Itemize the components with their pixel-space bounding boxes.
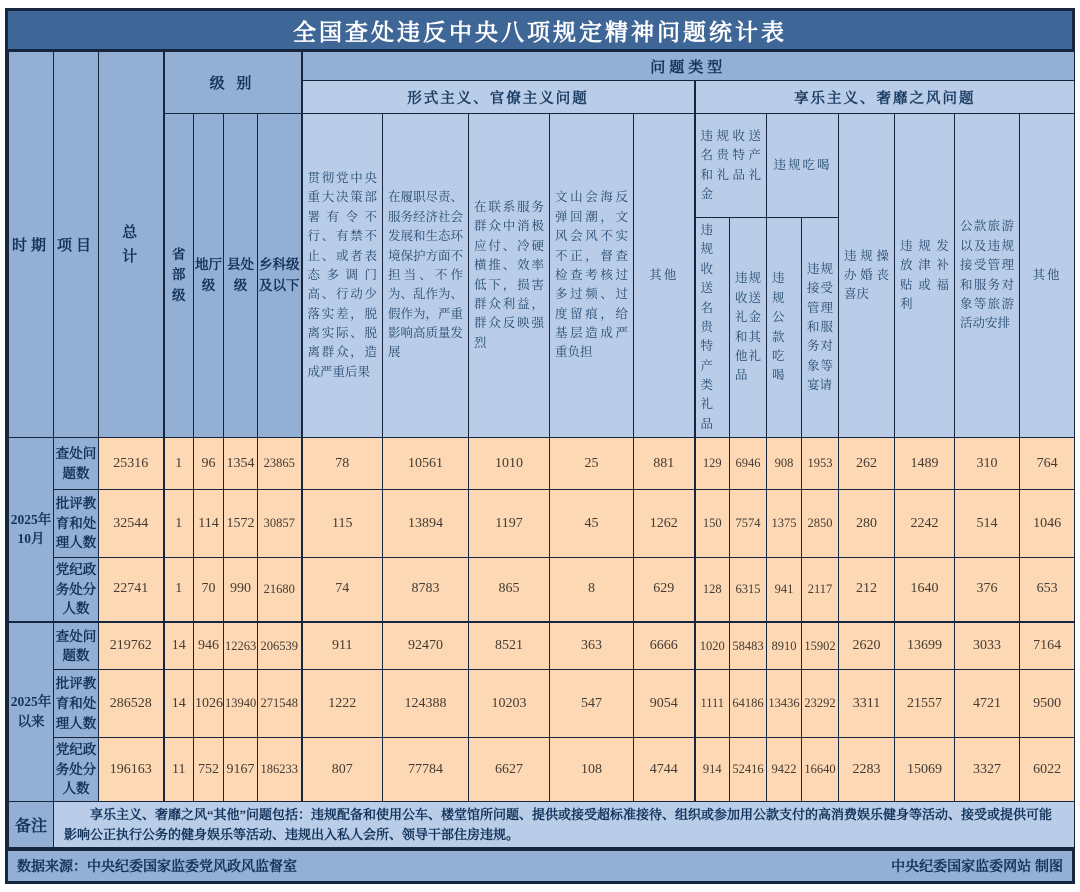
value-cell: 764 <box>1020 438 1075 490</box>
level-col-header: 乡科级及以下 <box>258 114 302 438</box>
period-label: 2025年10月 <box>9 438 54 622</box>
row-label: 批评教育和处理人数 <box>54 670 99 738</box>
col-group-problem-type: 问题类型 <box>302 52 1075 81</box>
value-cell: 23865 <box>258 438 302 490</box>
row-label: 党纪政务处分人数 <box>54 738 99 802</box>
page-title: 全国查处违反中央八项规定精神问题统计表 <box>8 11 1072 51</box>
value-cell: 1026 <box>194 670 224 738</box>
period-label: 2025年以来 <box>9 622 54 802</box>
value-cell: 9167 <box>224 738 258 802</box>
value-cell: 13436 <box>767 670 802 738</box>
hedonism-col-header: 违规发放津补贴或福利 <box>895 114 955 438</box>
value-cell: 8521 <box>469 622 550 670</box>
value-cell: 9422 <box>767 738 802 802</box>
formalism-other-header: 其他 <box>634 114 695 438</box>
value-cell: 96 <box>194 438 224 490</box>
value-cell: 1 <box>164 438 194 490</box>
notes-text: 享乐主义、奢靡之风“其他”问题包括：违规配备和使用公车、楼堂馆所问题、提供或接受超标准接待、组织或参加用公款支付的高消费娱乐健身等活动、接受或提供可能影响公正执行公务的健身娱乐等活动、违规出入私人会所、领导干部住房违规。 <box>54 802 1075 848</box>
value-cell: 77784 <box>383 738 469 802</box>
value-cell: 310 <box>955 438 1020 490</box>
value-cell: 45 <box>550 490 634 558</box>
value-cell: 129 <box>695 438 730 490</box>
value-cell: 1111 <box>695 670 730 738</box>
value-cell: 941 <box>767 558 802 622</box>
hedonism-dining-group-header: 违规吃喝 <box>767 114 839 218</box>
value-cell: 262 <box>839 438 895 490</box>
value-cell: 13940 <box>224 670 258 738</box>
value-cell: 58483 <box>730 622 767 670</box>
col-header-period: 时期 <box>9 52 54 438</box>
value-cell: 7574 <box>730 490 767 558</box>
value-cell: 4744 <box>634 738 695 802</box>
value-cell: 14 <box>164 622 194 670</box>
value-cell: 21557 <box>895 670 955 738</box>
value-cell: 8783 <box>383 558 469 622</box>
value-cell: 881 <box>634 438 695 490</box>
value-cell: 629 <box>634 558 695 622</box>
value-cell: 10203 <box>469 670 550 738</box>
value-cell: 2283 <box>839 738 895 802</box>
value-cell: 990 <box>224 558 258 622</box>
value-cell: 3327 <box>955 738 1020 802</box>
value-cell: 1020 <box>695 622 730 670</box>
value-cell: 807 <box>302 738 383 802</box>
hedonism-gift-group-header: 违规收送名贵特产和礼品礼金 <box>695 114 767 218</box>
value-cell: 6946 <box>730 438 767 490</box>
value-cell: 16640 <box>802 738 839 802</box>
value-cell: 1572 <box>224 490 258 558</box>
col-group-level: 级 别 <box>164 52 302 114</box>
col-header-total-text: 总计 <box>122 224 142 265</box>
data-row <box>9 738 1075 802</box>
hedonism-col-header: 违规收送礼金和其他礼品 <box>730 218 767 438</box>
credit-text: 中央纪委国家监委网站 制图 <box>891 858 1063 874</box>
row-label: 批评教育和处理人数 <box>54 490 99 558</box>
value-cell: 9054 <box>634 670 695 738</box>
formalism-col-header: 在履职尽责、服务经济社会发展和生态环境保护方面不担当、不作为、乱作为、假作为，严重影响高质量发展 <box>383 114 469 438</box>
value-cell: 6666 <box>634 622 695 670</box>
statistics-infographic <box>5 8 1075 884</box>
value-cell: 3033 <box>955 622 1020 670</box>
level-col-header: 地厅级 <box>194 114 224 438</box>
value-cell: 514 <box>955 490 1020 558</box>
data-row <box>9 670 1075 738</box>
value-cell: 186233 <box>258 738 302 802</box>
value-cell: 1354 <box>224 438 258 490</box>
value-cell: 70 <box>194 558 224 622</box>
value-cell: 1010 <box>469 438 550 490</box>
value-cell: 8 <box>550 558 634 622</box>
hedonism-col-header: 违规操办婚丧喜庆 <box>839 114 895 438</box>
header-row-top <box>9 52 1075 81</box>
value-cell: 150 <box>695 490 730 558</box>
value-cell: 14 <box>164 670 194 738</box>
value-cell: 6315 <box>730 558 767 622</box>
value-cell: 3311 <box>839 670 895 738</box>
value-cell: 206539 <box>258 622 302 670</box>
value-cell: 22741 <box>99 558 164 622</box>
statistics-table <box>8 51 1075 848</box>
formalism-col-header: 在联系服务群众中消极应付、冷硬横推、效率低下，损害群众利益，群众反映强烈 <box>469 114 550 438</box>
value-cell: 911 <box>302 622 383 670</box>
data-row <box>9 438 1075 490</box>
value-cell: 13699 <box>895 622 955 670</box>
row-label: 查处问题数 <box>54 438 99 490</box>
value-cell: 271548 <box>258 670 302 738</box>
value-cell: 865 <box>469 558 550 622</box>
formalism-col-header: 贯彻党中央重大决策部署有令不行、有禁不止、或者表态多调门高、行动少落实差，脱离实际、脱离群众，造成严重后果 <box>302 114 383 438</box>
value-cell: 6627 <box>469 738 550 802</box>
value-cell: 52416 <box>730 738 767 802</box>
value-cell: 2242 <box>895 490 955 558</box>
value-cell: 1197 <box>469 490 550 558</box>
value-cell: 914 <box>695 738 730 802</box>
value-cell: 752 <box>194 738 224 802</box>
hedonism-col-header: 违规接受管理和服务对象等宴请 <box>802 218 839 438</box>
level-col-header: 县处级 <box>224 114 258 438</box>
value-cell: 64186 <box>730 670 767 738</box>
value-cell: 219762 <box>99 622 164 670</box>
hedonism-col-header: 公款旅游以及违规接受管理和服务对象等旅游活动安排 <box>955 114 1020 438</box>
value-cell: 1222 <box>302 670 383 738</box>
value-cell: 78 <box>302 438 383 490</box>
value-cell: 212 <box>839 558 895 622</box>
value-cell: 2117 <box>802 558 839 622</box>
value-cell: 4721 <box>955 670 1020 738</box>
value-cell: 376 <box>955 558 1020 622</box>
value-cell: 1640 <box>895 558 955 622</box>
value-cell: 128 <box>695 558 730 622</box>
value-cell: 6022 <box>1020 738 1075 802</box>
data-source-text: 数据来源：中央纪委国家监委党风政风监督室 <box>17 858 297 874</box>
value-cell: 124388 <box>383 670 469 738</box>
value-cell: 23292 <box>802 670 839 738</box>
value-cell: 12263 <box>224 622 258 670</box>
value-cell: 21680 <box>258 558 302 622</box>
level-col-header: 省部级 <box>164 114 194 438</box>
value-cell: 108 <box>550 738 634 802</box>
value-cell: 1953 <box>802 438 839 490</box>
value-cell: 653 <box>1020 558 1075 622</box>
value-cell: 1 <box>164 558 194 622</box>
value-cell: 11 <box>164 738 194 802</box>
value-cell: 115 <box>302 490 383 558</box>
notes-row <box>9 802 1075 848</box>
value-cell: 7164 <box>1020 622 1075 670</box>
value-cell: 10561 <box>383 438 469 490</box>
value-cell: 74 <box>302 558 383 622</box>
footer-bar <box>8 848 1072 881</box>
value-cell: 9500 <box>1020 670 1075 738</box>
col-header-total <box>99 52 164 438</box>
value-cell: 1 <box>164 490 194 558</box>
value-cell: 25316 <box>99 438 164 490</box>
value-cell: 30857 <box>258 490 302 558</box>
value-cell: 547 <box>550 670 634 738</box>
row-label: 查处问题数 <box>54 622 99 670</box>
header-row-leaf-upper <box>9 114 1075 218</box>
value-cell: 196163 <box>99 738 164 802</box>
value-cell: 13894 <box>383 490 469 558</box>
value-cell: 908 <box>767 438 802 490</box>
value-cell: 8910 <box>767 622 802 670</box>
data-row <box>9 558 1075 622</box>
value-cell: 15902 <box>802 622 839 670</box>
value-cell: 92470 <box>383 622 469 670</box>
col-group-hedonism: 享乐主义、奢靡之风问题 <box>695 81 1075 114</box>
value-cell: 25 <box>550 438 634 490</box>
formalism-col-header: 文山会海反弹回潮，文风会风不实不正，督查检查考核过多过频、过度留痕，给基层造成严重负担 <box>550 114 634 438</box>
value-cell: 2850 <box>802 490 839 558</box>
value-cell: 1262 <box>634 490 695 558</box>
col-group-formalism: 形式主义、官僚主义问题 <box>302 81 695 114</box>
value-cell: 114 <box>194 490 224 558</box>
data-row <box>9 490 1075 558</box>
notes-label: 备注 <box>9 802 54 848</box>
col-header-item: 项目 <box>54 52 99 438</box>
value-cell: 280 <box>839 490 895 558</box>
value-cell: 1046 <box>1020 490 1075 558</box>
value-cell: 32544 <box>99 490 164 558</box>
value-cell: 1489 <box>895 438 955 490</box>
value-cell: 286528 <box>99 670 164 738</box>
value-cell: 946 <box>194 622 224 670</box>
value-cell: 15069 <box>895 738 955 802</box>
data-row <box>9 622 1075 670</box>
row-label: 党纪政务处分人数 <box>54 558 99 622</box>
hedonism-col-header: 违规公款吃喝 <box>767 218 802 438</box>
value-cell: 2620 <box>839 622 895 670</box>
value-cell: 363 <box>550 622 634 670</box>
value-cell: 1375 <box>767 490 802 558</box>
hedonism-col-header: 违规收送名贵特产类礼品 <box>695 218 730 438</box>
hedonism-other-header: 其他 <box>1020 114 1075 438</box>
